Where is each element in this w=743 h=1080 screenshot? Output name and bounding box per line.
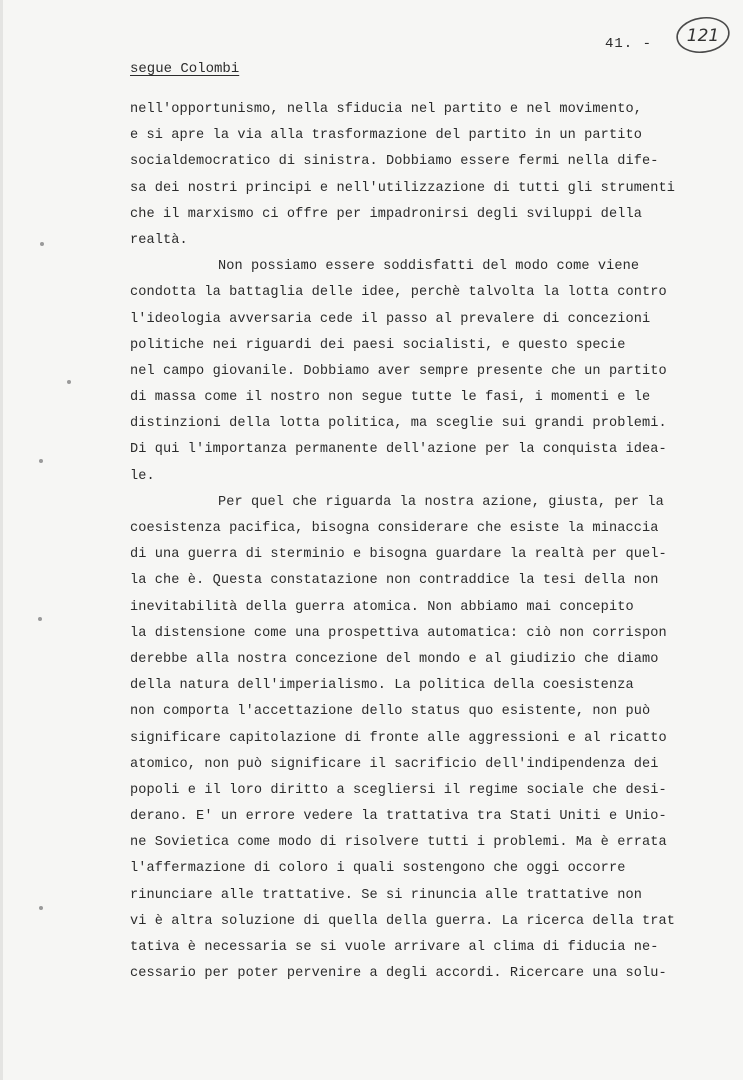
page-number: 41. -: [605, 36, 653, 52]
text-line: l'ideologia avversaria cede il passo al prevalere di concezioni: [130, 311, 651, 327]
text-line: tativa è necessaria se si vuole arrivare al clima di fiducia ne-: [130, 940, 659, 955]
text-line: coesistenza pacifica, bisogna considerare che esiste la minaccia: [130, 521, 659, 536]
text-line: l'affermazione di coloro i quali sostengono che oggi occorre: [130, 861, 626, 877]
text-line: della natura dell'imperialismo. La politica della coesistenza: [130, 678, 634, 694]
margin-mark: [39, 459, 43, 463]
margin-mark: [67, 380, 71, 384]
text-line: sa dei nostri principi e nell'utilizzazione di tutti gli strumenti: [130, 180, 675, 196]
text-line: non comporta l'accettazione dello status quo esistente, non può: [130, 704, 651, 720]
text-line: la distensione come una prospettiva automatica: ciò non corrispon: [130, 625, 667, 641]
archive-stamp: [673, 14, 733, 56]
text-line: popoli e il loro diritto a scegliersi il regime sociale che desi-: [130, 782, 667, 798]
text-line: e si apre la via alla trasformazione del partito in un partito: [130, 128, 642, 144]
text-line: nell'opportunismo, nella sfiducia nel partito e nel movimento,: [130, 102, 642, 117]
margin-mark: [38, 617, 42, 621]
text-line: politiche nei riguardi dei paesi socialisti, e questo specie: [130, 337, 626, 353]
archive-stamp-number: 121: [686, 26, 720, 46]
text-line: di una guerra di sterminio e bisogna guardare la realtà per quel-: [130, 547, 667, 563]
text-line: di massa come il nostro non segue tutte le fasi, i momenti e le: [130, 390, 651, 406]
text-line: derebbe alla nostra concezione del mondo e al giudizio che diamo: [130, 651, 659, 667]
text-line: inevitabilità della guerra atomica. Non abbiamo mai concepito: [130, 599, 634, 615]
text-line: ne Sovietica come modo di risolvere tutti i problemi. Ma è errata: [130, 835, 667, 851]
text-line: vi è altra soluzione di quella della guerra. La ricerca della trat: [130, 913, 675, 929]
document-body: [130, 97, 720, 987]
margin-mark: [40, 242, 44, 246]
text-line: significare capitolazione di fronte alle aggressioni e al ricatto: [130, 730, 667, 746]
margin-mark: [39, 906, 43, 910]
text-line: la che è. Questa constatazione non contraddice la tesi della non: [130, 573, 659, 589]
text-line: Per quel che riguarda la nostra azione, giusta, per la: [218, 494, 664, 510]
text-line: condotta la battaglia delle idee, perchè talvolta la lotta contro: [130, 285, 667, 301]
text-line: atomico, non può significare il sacrificio dell'indipendenza dei: [130, 756, 659, 772]
text-line: le.: [130, 468, 155, 484]
text-line: che il marxismo ci offre per impadronirsi degli sviluppi della: [130, 206, 642, 222]
text-line: Non possiamo essere soddisfatti del modo come viene: [218, 259, 640, 275]
speaker-heading: segue Colombi: [130, 61, 240, 77]
text-line: realtà.: [130, 232, 188, 248]
text-line: nel campo giovanile. Dobbiamo aver sempre presente che un partito: [130, 363, 667, 379]
archive-stamp-circle: [673, 14, 733, 56]
text-line: distinzioni della lotta politica, ma sceglie sui grandi problemi.: [130, 416, 667, 432]
text-line: rinunciare alle trattative. Se si rinuncia alle trattative non: [130, 887, 642, 903]
text-line: socialdemocratico di sinistra. Dobbiamo essere fermi nella dife-: [130, 154, 659, 170]
text-line: Di qui l'importanza permanente dell'azione per la conquista idea-: [130, 442, 667, 458]
text-line: derano. E' un errore vedere la trattativa tra Stati Uniti e Unio-: [130, 809, 667, 825]
text-line: cessario per poter pervenire a degli accordi. Ricercare una solu-: [130, 966, 667, 982]
